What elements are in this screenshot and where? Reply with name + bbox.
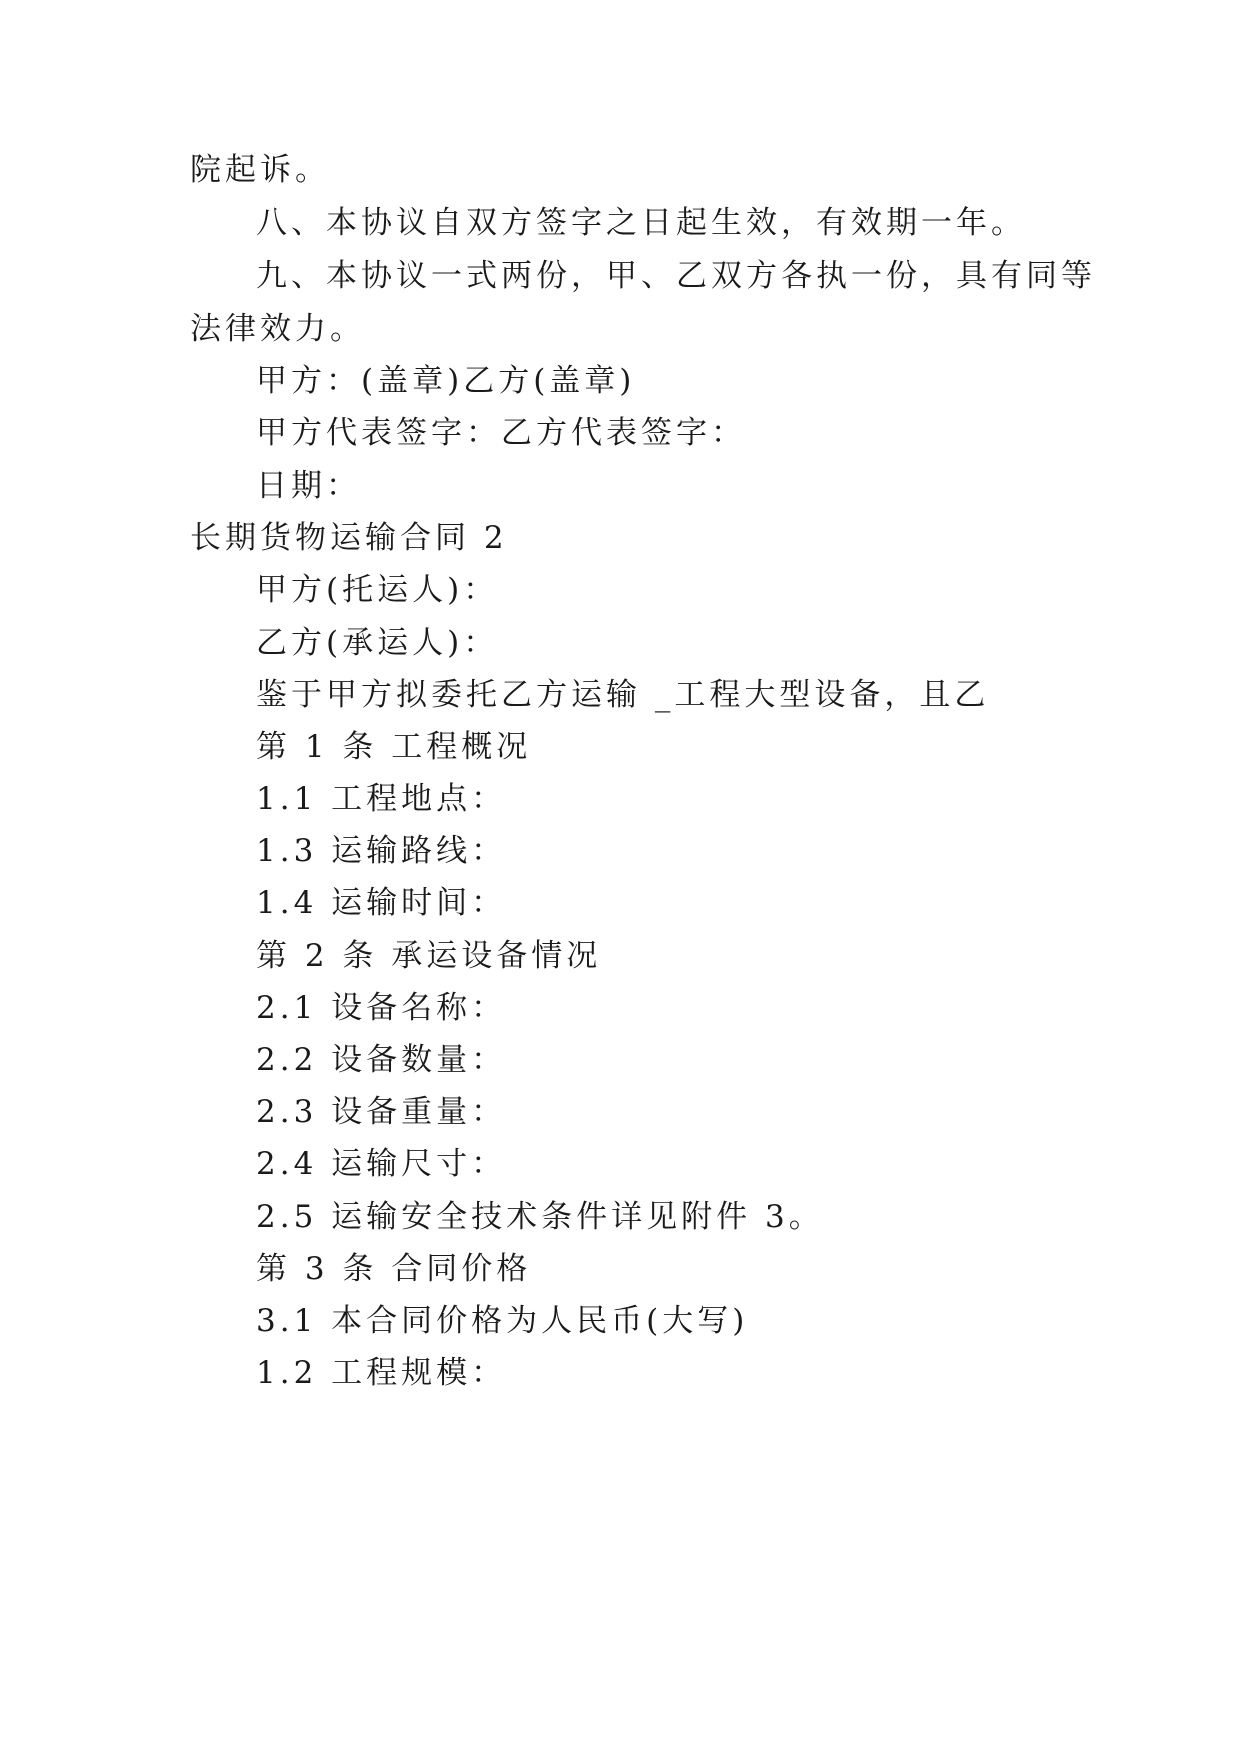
text-line-3-1: 3.1 本合同价格为人民币(大写) — [256, 1303, 749, 1339]
text-line-party-seals: 甲方：(盖章)乙方(盖章) — [256, 363, 636, 399]
text-line-party-b: 乙方(承运人)： — [256, 625, 499, 661]
text-line-date: 日期： — [256, 468, 361, 504]
section-heading-article-2: 第 2 条 承运设备情况 — [256, 938, 602, 974]
text-line-court-suit: 院起诉。 — [190, 152, 330, 188]
text-line-1-4: 1.4 运输时间： — [256, 885, 507, 921]
text-line-2-2: 2.2 设备数量： — [256, 1042, 507, 1078]
text-line-clause-9: 九、本协议一式两份，甲、乙双方各执一份，具有同等 — [256, 258, 1096, 294]
text-line-clause-9-cont: 法律效力。 — [190, 311, 365, 347]
text-line-representative-signatures: 甲方代表签字：乙方代表签字： — [256, 415, 746, 451]
text-line-party-a: 甲方(托运人)： — [256, 572, 499, 608]
text-line-clause-8: 八、本协议自双方签字之日起生效，有效期一年。 — [256, 205, 1026, 241]
text-line-1-1: 1.1 工程地点： — [256, 781, 507, 817]
document-title: 长期货物运输合同 2 — [190, 520, 508, 556]
section-heading-article-3: 第 3 条 合同价格 — [256, 1251, 532, 1287]
text-line-1-3: 1.3 运输路线： — [256, 833, 507, 869]
text-line-2-4: 2.4 运输尺寸： — [256, 1146, 507, 1182]
text-line-2-5: 2.5 运输安全技术条件详见附件 3。 — [256, 1199, 824, 1235]
text-line-2-1: 2.1 设备名称： — [256, 990, 507, 1026]
text-line-preamble: 鉴于甲方拟委托乙方运输 _工程大型设备，且乙 — [256, 677, 990, 713]
text-line-2-3: 2.3 设备重量： — [256, 1094, 507, 1130]
section-heading-article-1: 第 1 条 工程概况 — [256, 729, 532, 765]
text-line-1-2: 1.2 工程规模： — [256, 1355, 507, 1391]
